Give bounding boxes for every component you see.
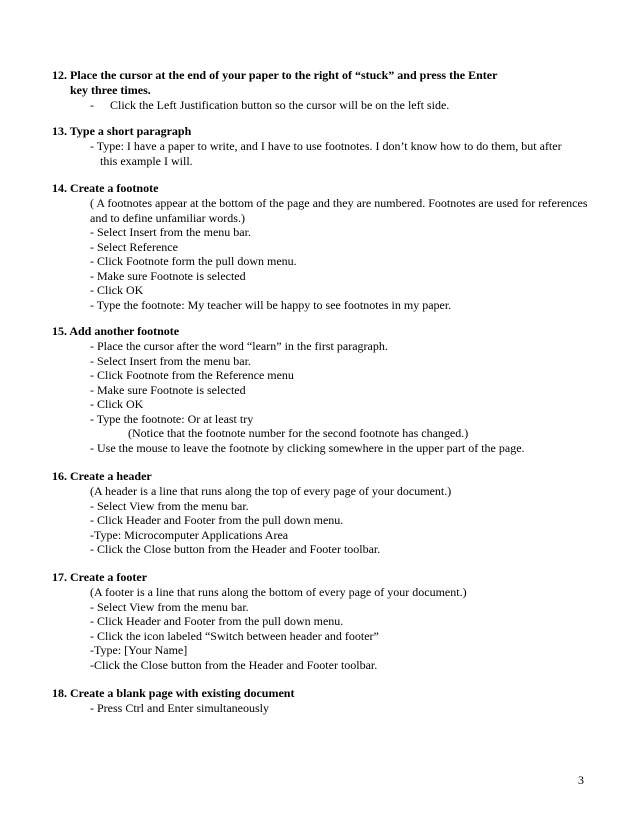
- section-15: [52, 324, 612, 455]
- list-item: - Type the footnote: Or at least try: [90, 411, 254, 426]
- list-item: -Type: Microcomputer Applications Area: [90, 527, 289, 542]
- footnote-note: (Notice that the footnote number for the second footnote has changed.): [128, 426, 469, 440]
- section-14-intro: ( A footnotes appear at the bottom of the page and they are numbered. Footnotes are used for references and to define unfamiliar words.): [90, 196, 588, 225]
- list-item: - Select Reference: [90, 239, 178, 254]
- list-item: - Type: I have a paper to write, and I have to use footnotes. I don’t know how to do them, but after: [90, 139, 562, 153]
- list-item: - Click the icon labeled “Switch between header and footer”: [90, 628, 379, 643]
- list-item: - Press Ctrl and Enter simultaneously: [90, 701, 269, 715]
- section-14-heading: 14. Create a footnote: [52, 181, 159, 195]
- section-12-body: [52, 98, 612, 113]
- section-14: [52, 181, 612, 312]
- list-item: -Type: [Your Name]: [90, 643, 188, 657]
- section-16-heading: 16. Create a header: [52, 469, 152, 483]
- section-15-body: [52, 339, 612, 455]
- list-item: (A header is a line that runs along the top of every page of your document.): [90, 484, 452, 498]
- section-17-body: [52, 585, 612, 672]
- section-15-heading: 15. Add another footnote: [52, 324, 180, 338]
- list-item: - Click the Close button from the Header and Footer toolbar.: [90, 542, 381, 556]
- list-item: - Click the Left Justification button so the cursor will be on the left side.: [90, 98, 450, 112]
- list-item: -Click the Close button from the Header and Footer toolbar.: [90, 657, 378, 672]
- list-item-continued: this example I will.: [100, 153, 193, 168]
- section-12: [52, 68, 612, 113]
- page-number: 3: [578, 773, 584, 787]
- section-18-heading: 18. Create a blank page with existing document: [52, 686, 295, 700]
- list-item: - Place the cursor after the word “learn” in the first paragraph.: [90, 339, 388, 353]
- list-item: - Make sure Footnote is selected: [90, 382, 246, 397]
- list-item: - Select Insert from the menu bar.: [90, 353, 251, 368]
- section-13-heading: 13. Type a short paragraph: [52, 124, 192, 138]
- list-item: - Select View from the menu bar.: [90, 599, 249, 614]
- section-16: [52, 469, 612, 557]
- list-item: - Select View from the menu bar.: [90, 498, 249, 513]
- section-16-body: [52, 484, 612, 557]
- list-item: - Select Insert from the menu bar.: [90, 225, 251, 239]
- section-18: [52, 686, 612, 716]
- list-item: - Click Footnote from the Reference menu: [90, 368, 294, 382]
- section-13-body: [52, 139, 612, 168]
- list-item: (A footer is a line that runs along the bottom of every page of your document.): [90, 585, 467, 599]
- list-item: - Click OK: [90, 283, 144, 297]
- section-17: [52, 570, 612, 672]
- section-12-heading-cont: key three times.: [70, 83, 151, 97]
- list-item: - Click Footnote form the pull down menu.: [90, 254, 297, 268]
- list-item: - Click Header and Footer from the pull down menu.: [90, 614, 344, 628]
- section-17-heading: 17. Create a footer: [52, 570, 148, 584]
- section-12-heading: 12. Place the cursor at the end of your paper to the right of “stuck” and press the Enter: [52, 68, 498, 82]
- section-13: [52, 124, 612, 168]
- list-item: - Type the footnote: My teacher will be happy to see footnotes in my paper.: [90, 297, 452, 312]
- list-item: - Click OK: [90, 397, 144, 411]
- list-item: - Use the mouse to leave the footnote by clicking somewhere in the upper part of the page.: [90, 440, 525, 455]
- section-14-body: [52, 196, 612, 312]
- list-item: - Make sure Footnote is selected: [90, 268, 246, 283]
- list-item: - Click Header and Footer from the pull down menu.: [90, 513, 344, 527]
- section-18-body: [52, 701, 612, 716]
